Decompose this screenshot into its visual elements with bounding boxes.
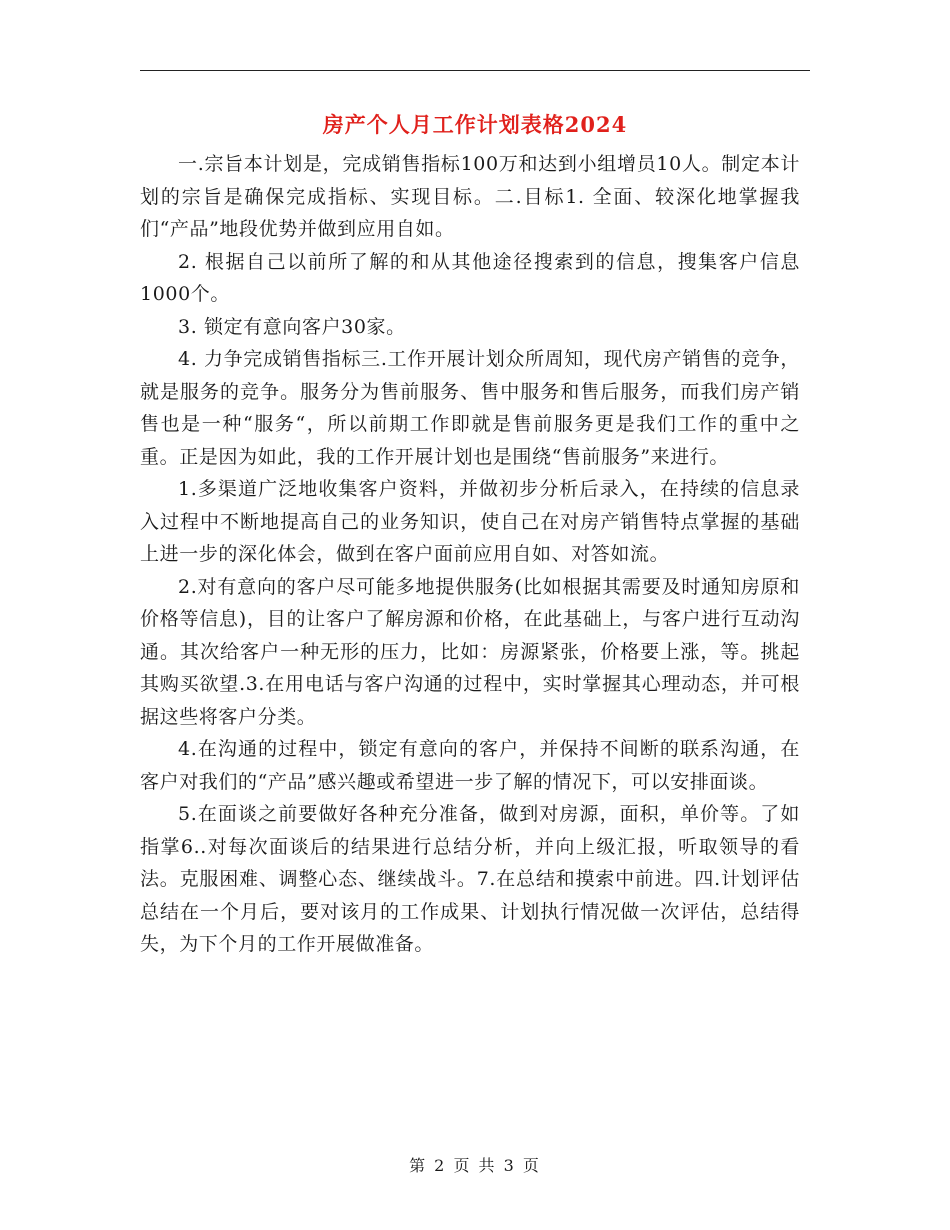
paragraph: 1.多渠道广泛地收集客户资料，并做初步分析后录入，在持续的信息录入过程中不断地提高自己的业务知识，使自己在对房产销售特点掌握的基础上进一步的深化体会，做到在客户面前应用自如、对答如流。	[140, 478, 800, 565]
document-body	[140, 148, 800, 961]
paragraph: 4.在沟通的过程中，锁定有意向的客户，并保持不间断的联系沟通，在客户对我们的“产品”感兴趣或希望进一步了解的情况下，可以安排面谈。	[140, 738, 800, 793]
paragraph: 2.对有意向的客户尽可能多地提供服务(比如根据其需要及时通知房原和价格等信息)，目的让客户了解房源和价格，在此基础上，与客户进行互动沟通。其次给客户一种无形的压力，比如：房源紧张，价格要上涨，等。挑起其购买欲望.3.在用电话与客户沟通的过程中，实时掌握其心理动态，并可根据这些将客户分类。	[140, 575, 800, 728]
paragraph: 3. 锁定有意向客户30家。	[178, 315, 406, 338]
paragraph: 5.在面谈之前要做好各种充分准备，做到对房源，面积，单价等。了如指掌6..对每次面谈后的结果进行总结分析，并向上级汇报，听取领导的看法。克服困难、调整心态、继续战斗。7.在总结和摸索中前进。四.计划评估总结在一个月后，要对该月的工作成果、计划执行情况做一次评估，总结得失，为下个月的工作开展做准备。	[140, 803, 800, 955]
paragraph: 一.宗旨本计划是，完成销售指标100万和达到小组增员10人。制定本计划的宗旨是确保完成指标、实现目标。二.目标1. 全面、较深化地掌握我们“产品”地段优势并做到应用自如。	[140, 153, 800, 240]
paragraph: 4. 力争完成销售指标三.工作开展计划众所周知，现代房产销售的竞争，就是服务的竞争。服务分为售前服务、售中服务和售后服务，而我们房产销售也是一种“服务“，所以前期工作即就是售前服务更是我们工作的重中之重。正是因为如此，我的工作开展计划也是围绕“售前服务”来进行。	[140, 348, 800, 468]
header-rule	[140, 70, 810, 71]
page-number-footer: 第 2 页 共 3 页	[409, 1156, 541, 1175]
paragraph: 2. 根据自己以前所了解的和从其他途径搜索到的信息，搜集客户信息1000个。	[140, 250, 800, 305]
document-title: 房产个人月工作计划表格2024	[322, 112, 628, 137]
